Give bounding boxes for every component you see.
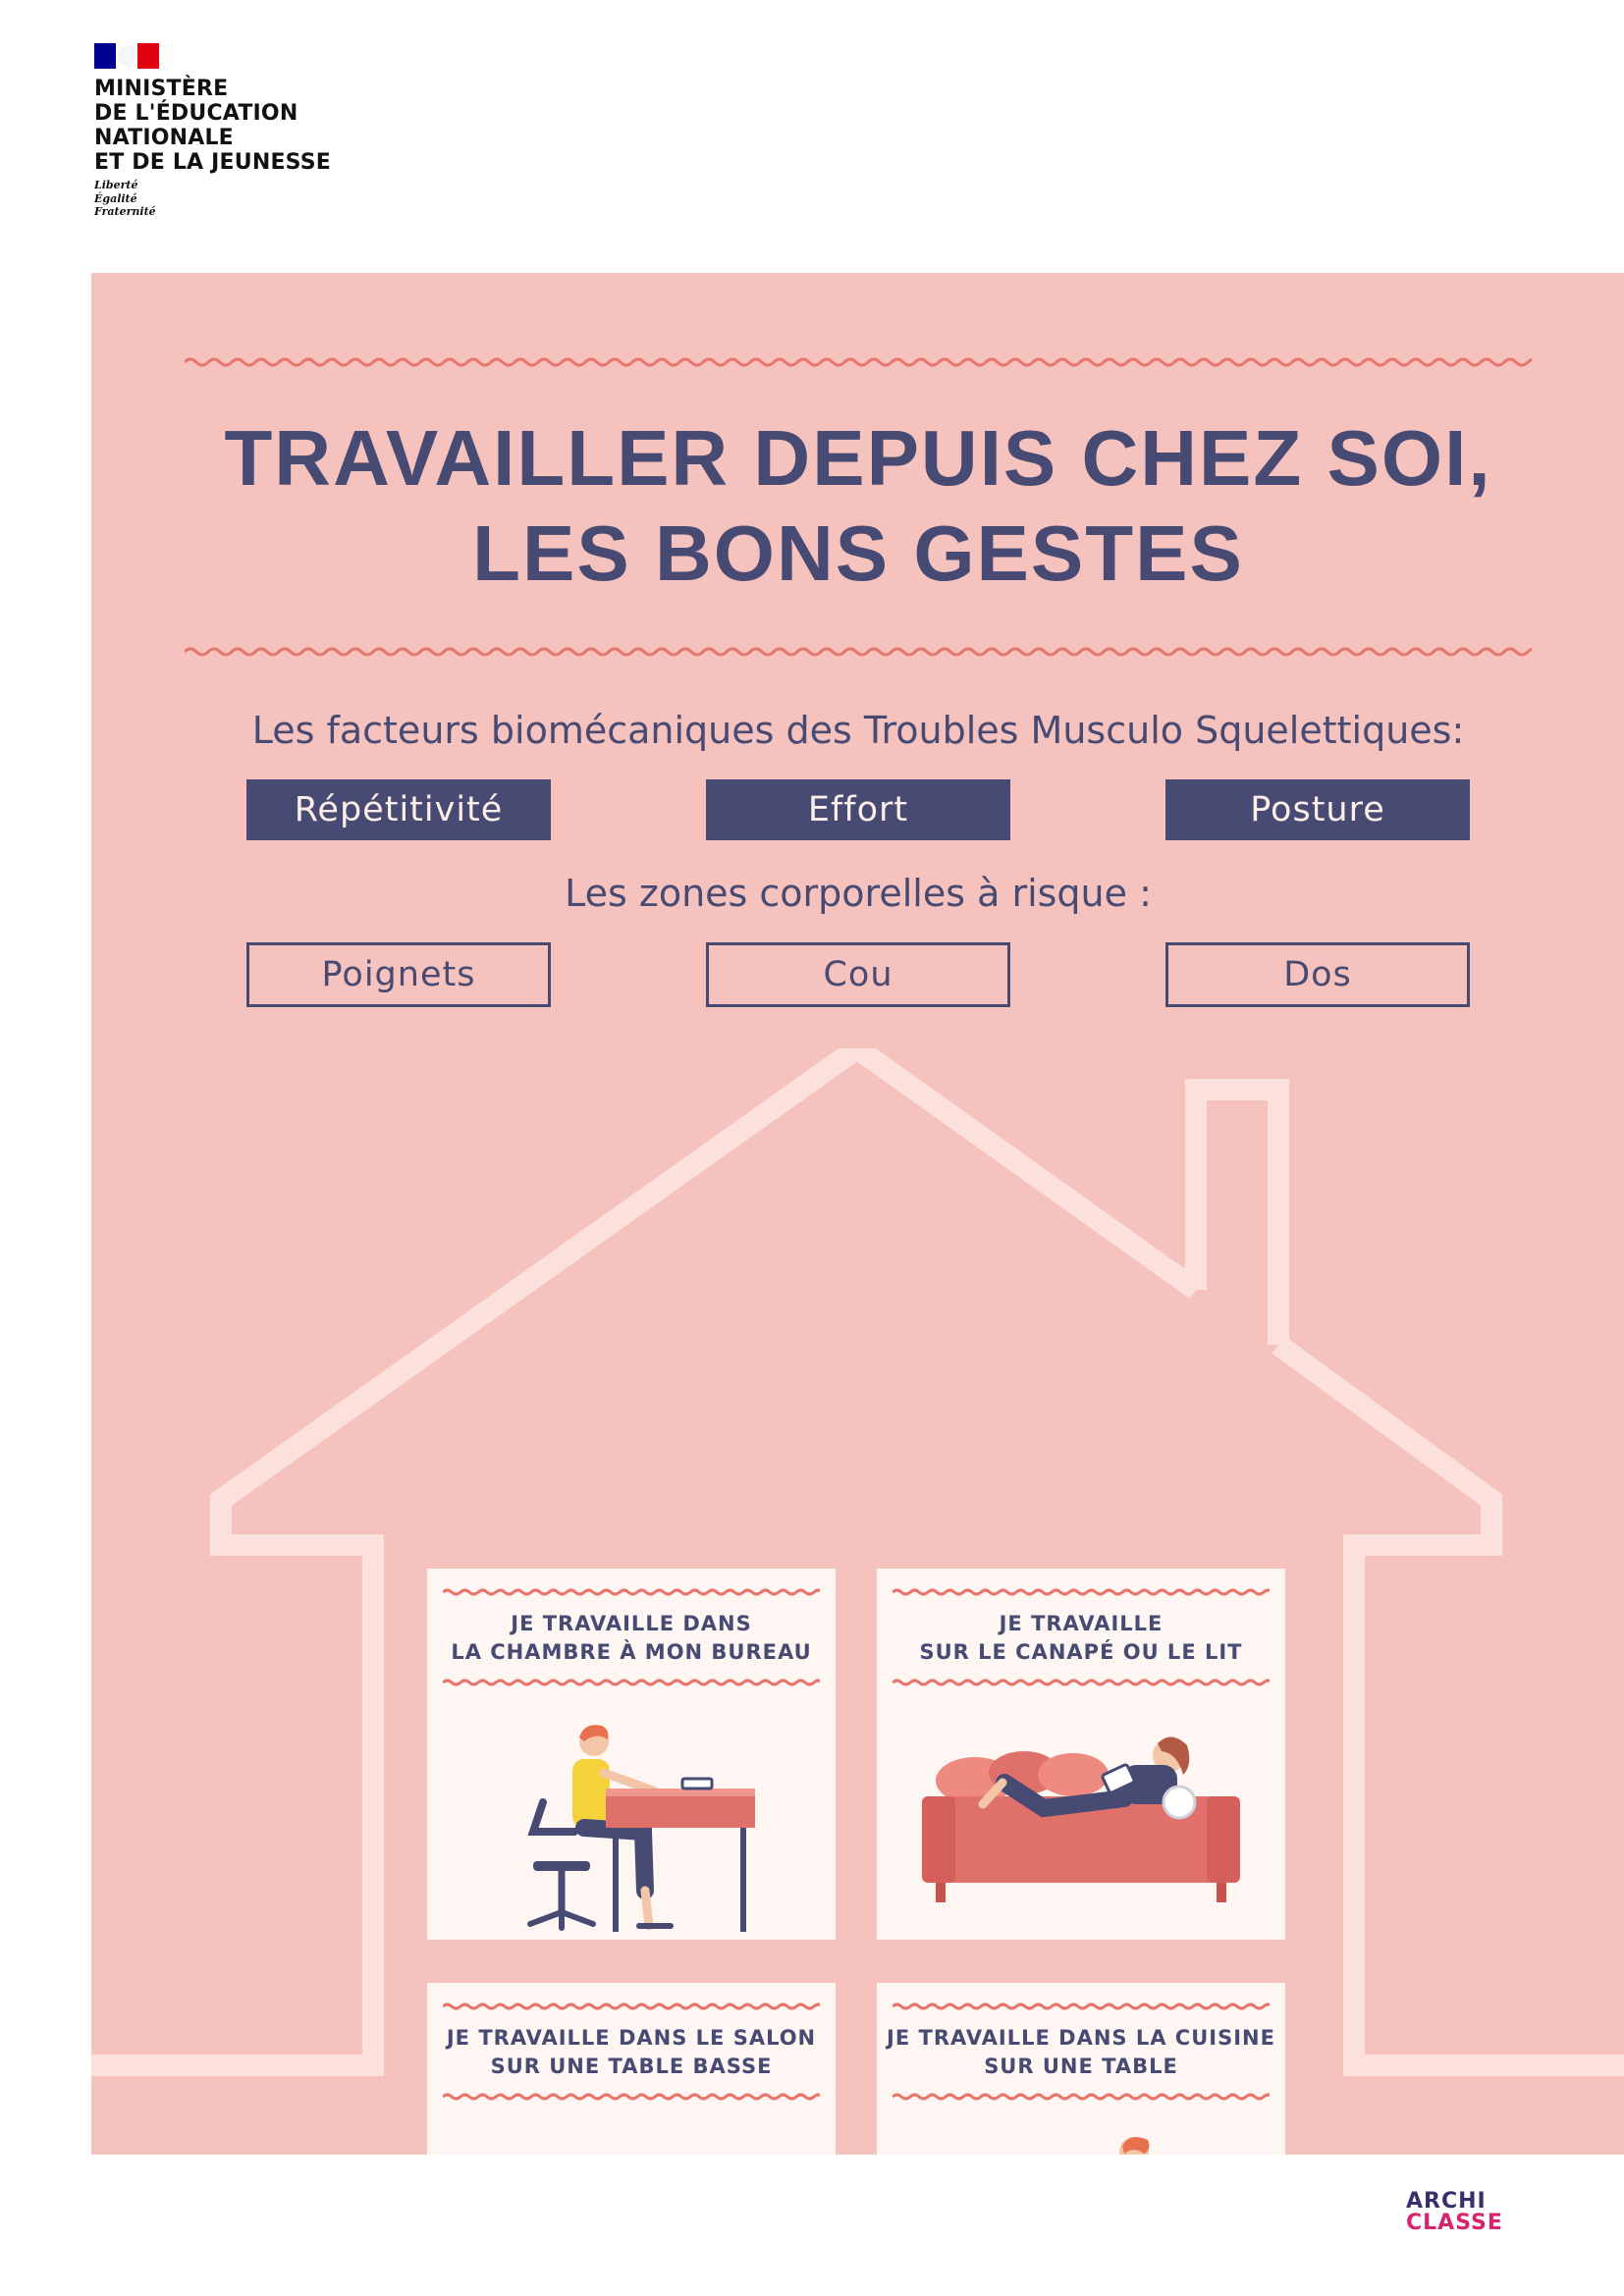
card-wave-top [893,2001,1270,2012]
top-wave-divider [185,354,1532,370]
factor-badge-effort: Effort [706,779,1010,840]
factor-badge-posture: Posture [1165,779,1470,840]
poster-panel [91,273,1624,2155]
title-line-1: TRAVAILLER DEPUIS CHEZ SOI, [224,414,1492,502]
kitchen-table-illustration [877,2109,1285,2155]
factor-badge-repetitivite: Répétitivité [246,779,551,840]
poster-title [91,410,1624,601]
scene-card-bedroom-desk [427,1569,836,1940]
card-wave-top [893,1586,1270,1598]
scene-caption: JE TRAVAILLE DANS LA CHAMBRE À MON BUREAU [451,1612,812,1664]
bottom-wave-divider [185,644,1532,660]
archiclasse-logo: ARCHI CLASSE [1406,2189,1503,2235]
zone-badge-poignets: Poignets [246,942,551,1007]
scene-card-sofa [877,1569,1285,1940]
title-line-2: LES BONS GESTES [472,509,1244,597]
zones-heading: Les zones corporelles à risque : [565,872,1152,915]
house-illustration [91,1048,1624,2155]
factors-heading: Les facteurs biomécaniques des Troubles Musculo Squelettiques: [251,709,1465,752]
card-wave-top [443,2001,820,2012]
french-flag-icon [94,43,159,69]
coffee-table-illustration [427,2109,836,2155]
zone-badge-dos: Dos [1165,942,1470,1007]
scene-caption: JE TRAVAILLE SUR LE CANAPÉ OU LE LIT [919,1612,1243,1664]
card-wave-bottom [893,2091,1270,2103]
card-wave-bottom [893,1677,1270,1688]
scene-card-kitchen [877,1983,1285,2155]
zone-badge-cou: Cou [706,942,1010,1007]
ministry-name: MINISTÈRE DE L'ÉDUCATION NATIONALE ET DE LA JEUNESSE [94,77,331,175]
republic-motto: Liberté Égalité Fraternité [94,179,156,218]
scene-card-living-room [427,1983,836,2155]
card-wave-top [443,1586,820,1598]
card-wave-bottom [443,1677,820,1688]
desk-chair-illustration [427,1694,836,1940]
sofa-illustration [877,1694,1285,1940]
scene-caption: JE TRAVAILLE DANS LA CUISINE SUR UNE TABLE [887,2026,1275,2078]
card-wave-bottom [443,2091,820,2103]
house-outline [91,1048,1624,2155]
scene-caption: JE TRAVAILLE DANS LE SALON SUR UNE TABLE BASSE [446,2026,817,2078]
